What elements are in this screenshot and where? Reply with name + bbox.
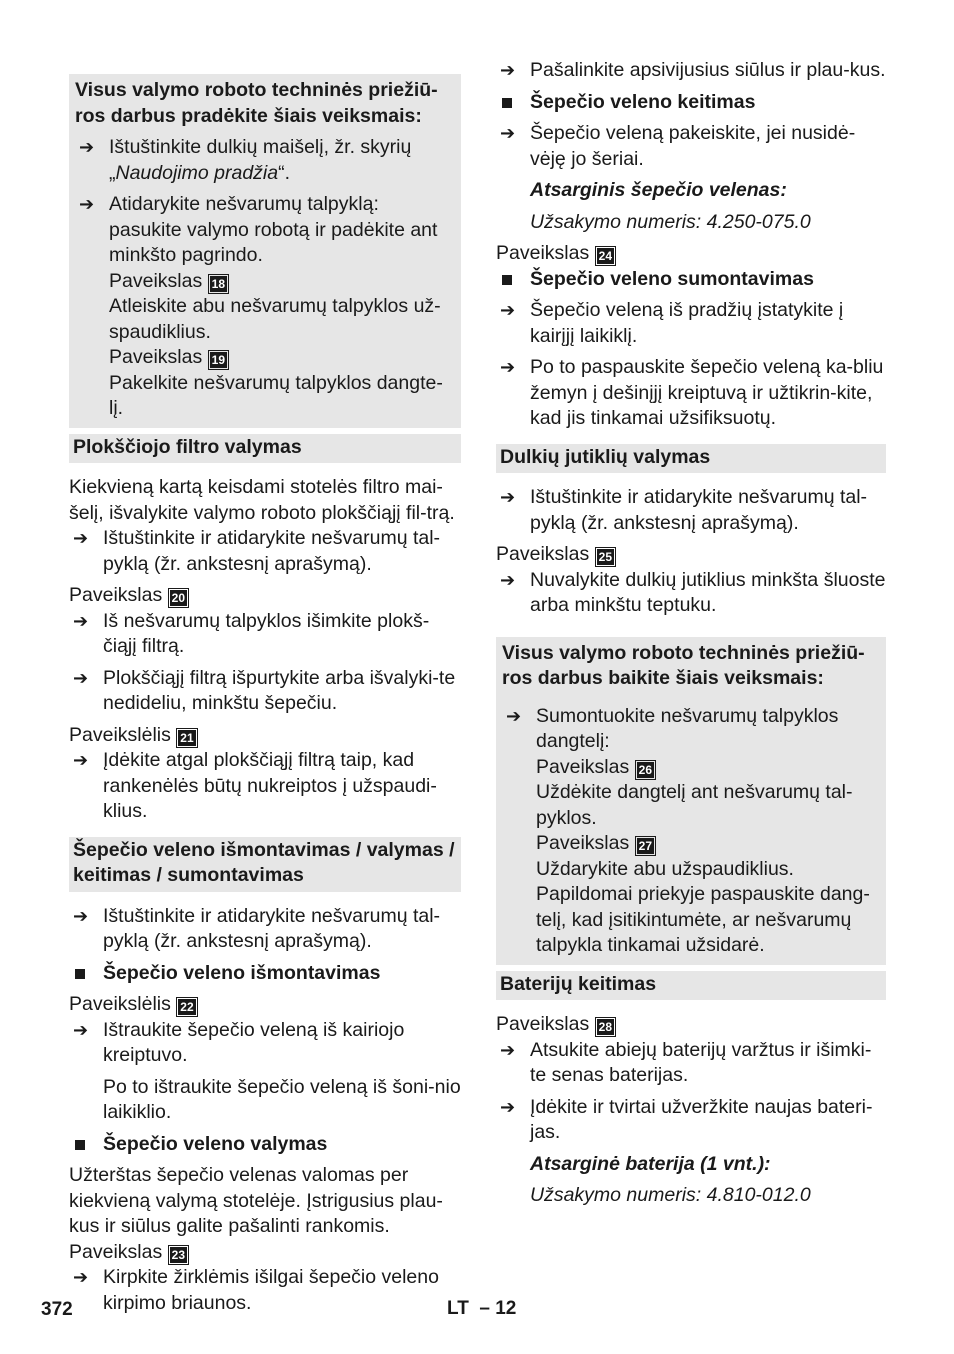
page-number: 372 xyxy=(41,1299,73,1320)
end-text-2: Uždarykite abu užspaudiklius. xyxy=(536,857,794,880)
figure-number-badge: 20 xyxy=(171,591,185,605)
bullet-brush-cleaning: Šepečio veleno valymas xyxy=(69,1132,461,1158)
figure-ref-22: Paveikslėlis 22 xyxy=(69,993,194,1015)
figure-number-badge: 23 xyxy=(171,1247,185,1262)
filter-step-4: ➔ Įdėkite atgal plokščiąjį filtrą taip, kad rankenėlės būtų nukreiptos į užspaudi-klius. xyxy=(69,748,461,825)
spare-battery-title: Atsarginė baterija (1 vnt.): xyxy=(530,1152,771,1175)
sensor-step-2: ➔ Nuvalykite dulkių jutiklius minkšta šluoste arba minkštu teptuku. xyxy=(496,568,886,619)
figure-number-badge: 21 xyxy=(180,730,194,745)
figure-number-badge: 22 xyxy=(180,1000,194,1014)
step-lift-lid: Pakelkite nešvarumų talpyklos dangte-lį. xyxy=(109,371,443,419)
bullet-brush-mount: Šepečio veleno sumontavimas xyxy=(496,267,886,293)
brush-step-1: ➔ Ištuštinkite ir atidarykite nešvarumų tal-pyklą (žr. ankstesnį aprašymą). xyxy=(69,904,461,955)
maintenance-end-title: Visus valymo roboto techninės priežiū-ros darbus baikite šiais veiksmais: xyxy=(502,641,865,689)
bullet-brush-replace: Šepečio veleno keitimas xyxy=(496,90,886,116)
step-release-clips: Atleiskite abu nešvarumų talpyklos už-spaudiklius. xyxy=(109,295,441,343)
figure-ref-19: Paveikslas 19 xyxy=(109,346,225,368)
heading-brush-shaft: Šepečio veleno išmontavimas / valymas / keitimas / sumontavimas xyxy=(69,837,461,892)
heading-dust-sensors: Dulkių jutiklių valymas xyxy=(496,444,886,474)
brush-step-2: ➔ Ištraukite šepečio veleną iš kairiojo kreiptuvo. xyxy=(69,1018,461,1069)
remove-threads-step: ➔ Pašalinkite apsivijusius siūlus ir plau-kus. xyxy=(496,58,886,84)
heading-flat-filter: Plokščiojo filtro valymas xyxy=(69,434,461,464)
figure-number-badge: 24 xyxy=(598,249,612,263)
heading-battery: Baterijų keitimas xyxy=(496,971,886,1001)
end-text-3: Papildomai priekyje paspauskite dang-telį, kad įsitikintumėte, ar nešvarumų talpykla tinkamai užsidarė. xyxy=(536,883,870,956)
figure-number-badge: 27 xyxy=(638,839,652,853)
figure-number-badge: 19 xyxy=(211,353,225,367)
figure-ref-24: Paveikslas 24 xyxy=(496,242,612,264)
figure-ref-18: Paveikslas 18 xyxy=(109,269,225,292)
figure-ref-23: Paveikslas 23 xyxy=(69,1240,185,1263)
spare-battery-order-number: Užsakymo numeris: 4.810-012.0 xyxy=(530,1184,811,1206)
mount-step-2: ➔ Po to paspauskite šepečio veleną ka-bliu žemyn į dešinįjį kreiptuvą ir užtikrin-kite, kad jis tinkamai užsifiksuotų. xyxy=(496,355,886,432)
figure-ref-28: Paveikslas 28 xyxy=(496,1013,612,1035)
figure-ref-21: Paveikslėlis 21 xyxy=(69,723,194,746)
brush-step-3: ➔ Kirpkite žirklėmis išilgai šepečio veleno kirpimo briaunos. xyxy=(69,1265,461,1316)
maintenance-end-box xyxy=(496,637,886,965)
language-page-label: LT – 12 xyxy=(447,1298,517,1319)
figure-ref-26: Paveikslas 26 xyxy=(536,755,652,778)
filter-step-3: ➔ Plokščiąjį filtrą išpurtykite arba išvalyki-te nedideliu, minkštu šepečiu. xyxy=(69,666,461,717)
battery-step-2: ➔ Įdėkite ir tvirtai užveržkite naujas bateri-jas. xyxy=(496,1095,886,1146)
figure-number-badge: 18 xyxy=(211,276,225,291)
mount-step-1: ➔ Šepečio veleną iš pradžių įstatykite į kairįjį laikiklį. xyxy=(496,298,886,349)
brush-cleaning-text: Užterštas šepečio velenas valomas per kiekvieną valymą stotelėje. Įstrigusius plau-kus ir siūlus galite pašalinti rankomis. xyxy=(69,1164,443,1237)
right-column xyxy=(496,58,886,1209)
spare-brush-order-number: Užsakymo numeris: 4.250-075.0 xyxy=(530,210,811,233)
battery-step-1: ➔ Atsukite abiejų baterijų varžtus ir išimki-te senas baterijas. xyxy=(496,1038,886,1089)
filter-step-1: ➔ Ištuštinkite ir atidarykite nešvarumų tal-pyklą (žr. ankstesnį aprašymą). xyxy=(69,526,461,577)
brush-step-2b: Po to ištraukite šepečio veleną iš šoni-nio laikiklio. xyxy=(103,1075,461,1123)
replace-step: ➔ Šepečio veleną pakeiskite, jei nusidė-vėję jo šeriai. xyxy=(496,121,886,172)
filter-step-2: ➔ Iš nešvarumų talpyklos išimkite plokš-čiąjį filtrą. xyxy=(69,609,461,660)
maintenance-start-box xyxy=(69,74,461,428)
filter-intro: Kiekvieną kartą keisdami stotelės filtro mai-šelį, išvalykite valymo roboto plokščiąjį fil-trą. xyxy=(69,476,455,524)
figure-ref-27: Paveikslas 27 xyxy=(536,832,652,854)
figure-number-badge: 28 xyxy=(598,1020,612,1034)
bullet-brush-removal: Šepečio veleno išmontavimas xyxy=(69,961,461,987)
figure-ref-20: Paveikslas 20 xyxy=(69,584,185,606)
figure-number-badge: 25 xyxy=(598,550,612,564)
end-text-1: Uždėkite dangtelį ant nešvarumų tal-pyklos. xyxy=(536,781,853,829)
left-column xyxy=(69,16,461,1316)
end-step-1: ➔ Sumontuokite nešvarumų talpyklos dangtelį: xyxy=(502,704,880,755)
step-open-container: ➔ Atidarykite nešvarumų talpyklą: pasukite valymo robotą ir padėkite ant minkšto pagrindo. xyxy=(75,192,455,269)
figure-ref-25: Paveikslas 25 xyxy=(496,543,612,565)
figure-number-badge: 26 xyxy=(638,762,652,777)
sensor-step-1: ➔ Ištuštinkite ir atidarykite nešvarumų tal-pyklą (žr. ankstesnį aprašymą). xyxy=(496,485,886,536)
step-empty-bag: ➔ Ištuštinkite dulkių maišelį, žr. skyrių „Naudojimo pradžia“. xyxy=(75,135,455,186)
maintenance-start-title: Visus valymo roboto techninės priežiū-ros darbus pradėkite šiais veiksmais: xyxy=(75,79,438,127)
spare-brush-title: Atsarginis šepečio velenas: xyxy=(530,179,787,201)
